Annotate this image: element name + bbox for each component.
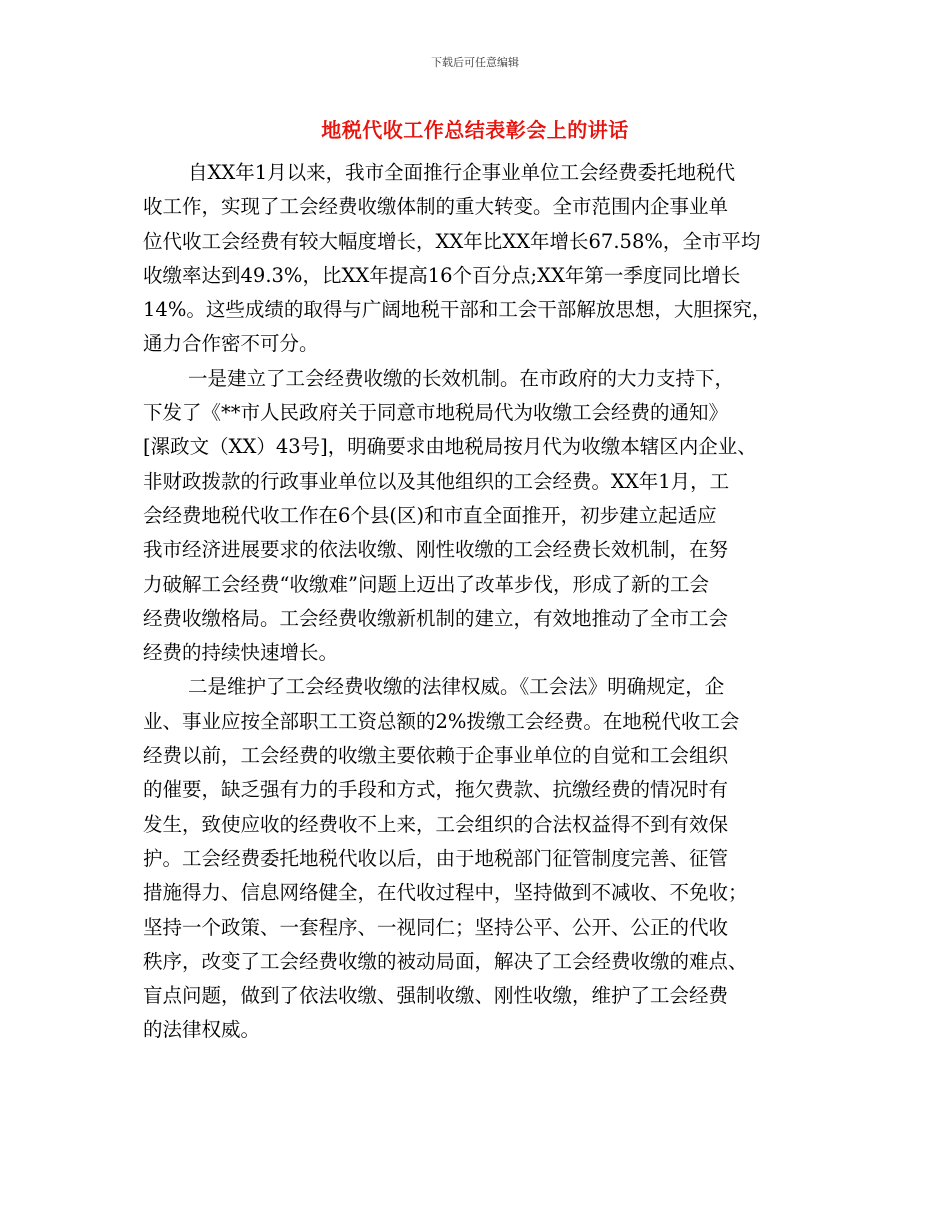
paragraph-line: 的催要，缺乏强有力的手段和方式，拖欠费款、抗缴经费的情况时有 [143,778,729,802]
paragraph-line: 会经费地税代收工作在6个县(区)和市直全面推开，初步建立起适应 [143,503,717,527]
paragraph-1 [143,156,803,362]
paragraph-2 [143,362,803,671]
paragraph-line: 业、事业应按全部职工工资总额的2%拨缴工会经费。在地税代收工会 [143,709,740,733]
paragraph-line: 坚持一个政策、一套程序、一视同仁；坚持公平、公开、公正的代收 [143,915,729,939]
paragraph-line: 力破解工会经费“收缴难”问题上迈出了改革步伐，形成了新的工会 [143,572,709,596]
paragraph-line: [漯政文（XX）43号]，明确要求由地税局按月代为收缴本辖区内企业、 [143,435,757,459]
paragraph-line: 护。工会经费委托地税代收以后，由于地税部门征管制度完善、征管 [143,846,729,870]
paragraph-3 [143,670,803,1047]
paragraph-line: 经费的持续快速增长。 [143,641,339,665]
paragraph-line: 的法律权威。 [143,1018,261,1042]
paragraph-line: 非财政拨款的行政事业单位以及其他组织的工会经费。XX年1月，工 [143,469,730,493]
paragraph-line: 通力合作密不可分。 [143,332,319,356]
paragraph-line: 位代收工会经费有较大幅度增长，XX年比XX年增长67.58%，全市平均 [143,229,761,253]
paragraph-line: 14%。这些成绩的取得与广阔地税干部和工会干部解放思想，大胆探究， [143,298,772,322]
paragraph-line: 收缴率达到49.3%，比XX年提高16个百分点;XX年第一季度同比增长 [143,263,741,287]
document-title: 地税代收工作总结表彰会上的讲话 [321,118,629,142]
paragraph-line: 一是建立了工会经费收缴的长效机制。在市政府的大力支持下， [188,366,735,390]
paragraph-line: 自XX年1月以来，我市全面推行企事业单位工会经费委托地税代 [188,161,736,184]
paragraph-line: 措施得力、信息网络健全，在代收过程中，坚持做到不减收、不免收； [143,881,748,905]
paragraph-line: 秩序，改变了工会经费收缴的被动局面，解决了工会经费收缴的难点、 [143,949,748,973]
paragraph-line: 下发了《**市人民政府关于同意市地税局代为收缴工会经费的通知》 [143,401,729,425]
paragraph-line: 经费收缴格局。工会经费收缴新机制的建立，有效地推动了全市工会 [143,606,729,630]
paragraph-line: 经费以前，工会经费的收缴主要依赖于企事业单位的自觉和工会组织 [143,744,729,768]
paragraph-line: 发生，致使应收的经费收不上来，工会组织的合法权益得不到有效保 [143,812,729,836]
paragraph-line: 收工作，实现了工会经费收缴体制的重大转变。全市范围内企事业单 [143,195,729,219]
paragraph-line: 盲点问题，做到了依法收缴、强制收缴、刚性收缴，维护了工会经费 [143,984,729,1008]
paragraph-line: 二是维护了工会经费收缴的法律权威。《工会法》明确规定，企 [188,675,725,699]
page-header: 下载后可任意编辑 [431,56,519,69]
paragraph-line: 我市经济进展要求的依法收缴、刚性收缴的工会经费长效机制，在努 [143,538,729,562]
document-body [143,156,803,1048]
